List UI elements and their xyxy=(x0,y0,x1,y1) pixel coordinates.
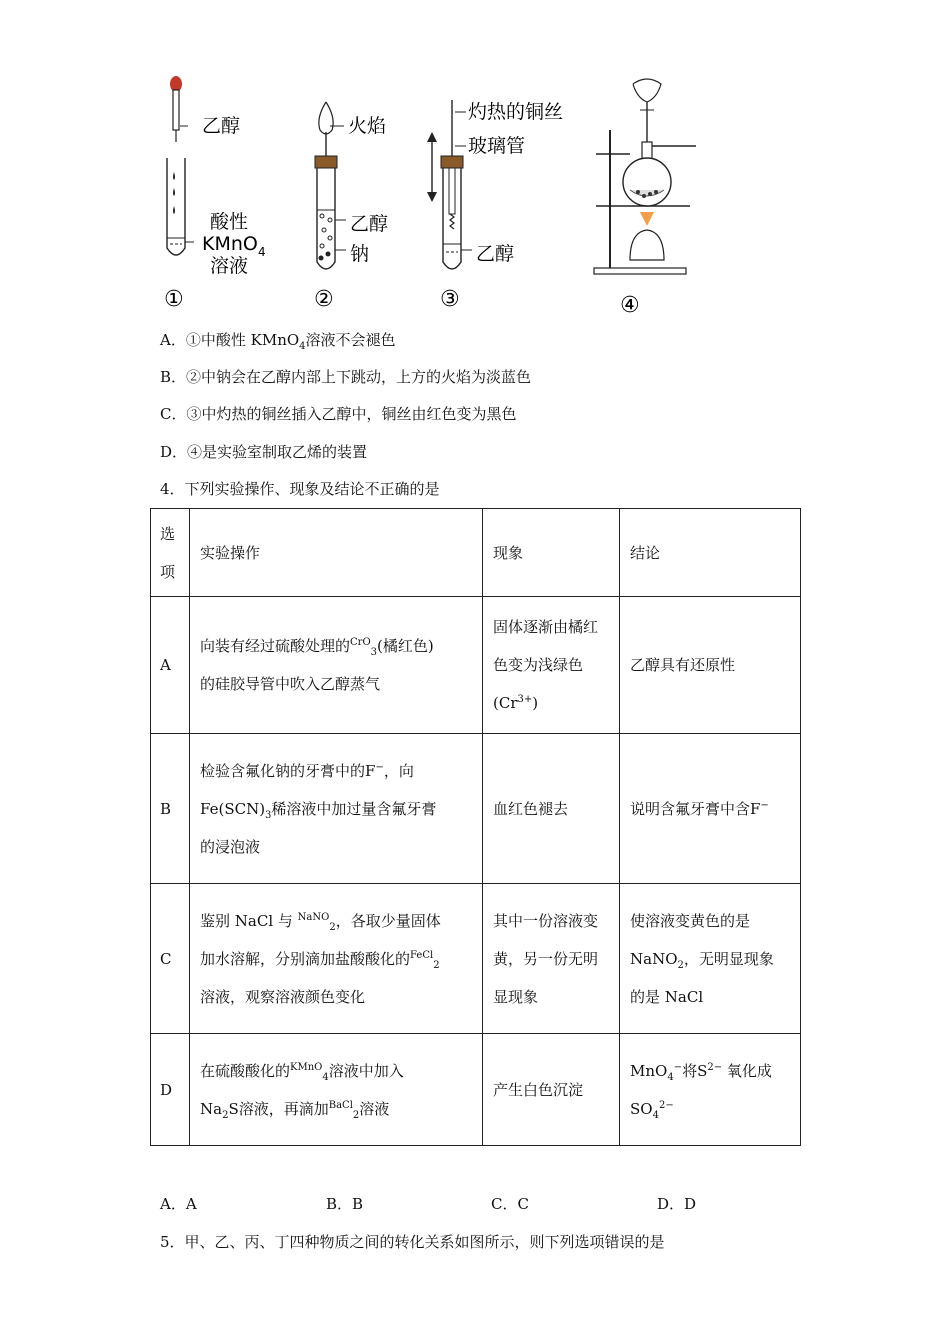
row-c-operation: 鉴别 NaCl 与 $^{NaNO}_2$，各取少量固体 加水溶解，分别滴加盐酸酸化的$^{FeCl}_2$ 溶液，观察溶液颜色变化 xyxy=(190,884,483,1034)
table-row-c xyxy=(151,884,801,1034)
option-text: 是实验室制取乙烯的装置 xyxy=(202,443,368,461)
option-subscript: 4 xyxy=(299,341,306,352)
q4-answer-c: C．C xyxy=(491,1195,529,1213)
stopper-2 xyxy=(315,156,337,168)
table-row-a xyxy=(151,597,801,734)
label-flame: 火焰 xyxy=(348,115,387,137)
option-circle: ③ xyxy=(186,405,202,423)
figure-number-1: ① xyxy=(164,287,184,312)
q4-answer-d: D．D xyxy=(657,1195,697,1213)
apparatus-4 xyxy=(594,79,696,318)
header-conclusion: 结论 xyxy=(620,509,801,597)
option-text: 中灼热的铜丝插入乙醇中，铜丝由红色变为黑色 xyxy=(201,405,517,423)
option-prefix: A． xyxy=(160,331,186,349)
q5-stem: 5．甲、乙、丙、丁四种物质之间的转化关系如图所示，则下列选项错误的是 xyxy=(160,1233,665,1251)
label-solution: 溶液 xyxy=(210,255,249,277)
row-label: C xyxy=(151,884,190,1034)
row-c-conclusion: 使溶液变黄色的是 NaNO$_2$，无明显现象 的是 NaCl xyxy=(620,884,801,1034)
apparatus-3 xyxy=(427,100,563,312)
stand-base xyxy=(594,268,686,274)
header-phenomenon: 现象 xyxy=(483,509,620,597)
glass-tube xyxy=(449,168,455,214)
option-circle: ② xyxy=(186,368,202,386)
label-hot-copper: 灼热的铜丝 xyxy=(468,101,564,123)
apparatus-1 xyxy=(164,76,266,312)
row-d-operation: 在硫酸酸化的$^{KMnO}_4$溶液中加入 $Na_2S$溶液，再滴加$^{BaCl}_2$溶液 xyxy=(190,1034,483,1146)
table-header-row xyxy=(151,509,801,597)
label-kmno4: KMnO xyxy=(202,233,258,255)
table-row-b xyxy=(151,734,801,884)
q3-option-c xyxy=(160,404,517,424)
label-ethanol-3: 乙醇 xyxy=(476,243,515,265)
label-ethanol-dropper: 乙醇 xyxy=(202,115,241,137)
q4-stem: 4．下列实验操作、现象及结论不正确的是 xyxy=(160,480,440,498)
apparatus-figure xyxy=(150,70,710,320)
row-d-conclusion: MnO$_4$−将$S^{2-}$ 氧化成 $SO_4^{2-}$ xyxy=(620,1034,801,1146)
q3-option-a xyxy=(160,330,396,350)
flame-shape xyxy=(319,102,333,134)
option-text: 中钠会在乙醇内部上下跳动，上方的火焰为淡蓝色 xyxy=(201,368,532,386)
row-a-conclusion: 乙醇具有还原性 xyxy=(620,597,801,734)
option-prefix: B． xyxy=(160,368,187,386)
q3-option-d xyxy=(160,442,367,462)
option-prefix: D． xyxy=(160,443,188,461)
row-c-phenomenon: 其中一份溶液变 黄，另一份无明 显现象 xyxy=(483,884,620,1034)
row-b-conclusion: 说明含氟牙膏中含F− xyxy=(620,734,801,884)
option-circle: ④ xyxy=(187,443,203,461)
header-operation: 实验操作 xyxy=(190,509,483,597)
option-prefix: C． xyxy=(160,405,187,423)
row-label: A xyxy=(151,597,190,734)
dropper-tube xyxy=(173,90,179,130)
stopper-3 xyxy=(441,156,463,168)
option-circle: ① xyxy=(185,331,201,349)
row-label: D xyxy=(151,1034,190,1146)
row-a-operation: 向装有经过硫酸处理的$^{CrO}_3$(橘红色) 的硅胶导管中吹入乙醇蒸气 xyxy=(190,597,483,734)
row-a-phenomenon: 固体逐渐由橘红 色变为浅绿色 $(Cr^{3+})$ xyxy=(483,597,620,734)
burner-flame xyxy=(640,212,654,226)
row-label: B xyxy=(151,734,190,884)
label-kmno4-sub: 4 xyxy=(258,245,266,259)
figure-number-2: ② xyxy=(314,287,334,312)
option-text: 中酸性 KMnO xyxy=(200,331,300,349)
alcohol-lamp xyxy=(630,230,664,260)
figure-number-4: ④ xyxy=(620,293,640,318)
q4-answer-a: A．A xyxy=(160,1195,197,1213)
option-text-post: 溶液不会褪色 xyxy=(305,331,396,349)
apparatus-diagram xyxy=(150,70,710,320)
row-b-phenomenon: 血红色褪去 xyxy=(483,734,620,884)
row-b-operation: 检验含氟化钠的牙膏中的F−，向 $Fe(SCN)_3$稀溶液中加过量含氟牙膏 的浸泡液 xyxy=(190,734,483,884)
header-option: 选 项 xyxy=(151,509,190,597)
label-ethanol-2: 乙醇 xyxy=(350,213,389,235)
q4-answer-b: B．B xyxy=(326,1195,364,1213)
figure-number-3: ③ xyxy=(440,287,460,312)
label-sodium: 钠 xyxy=(350,243,370,265)
label-acidic: 酸性 xyxy=(210,211,249,233)
label-glass-tube: 玻璃管 xyxy=(468,135,526,157)
row-d-phenomenon: 产生白色沉淀 xyxy=(483,1034,620,1146)
q4-table xyxy=(150,508,801,1146)
test-tube-1 xyxy=(167,158,185,255)
flask xyxy=(623,158,671,206)
separatory-funnel xyxy=(633,79,661,102)
apparatus-2 xyxy=(314,102,388,312)
q3-option-b xyxy=(160,367,531,387)
table-row-d xyxy=(151,1034,801,1146)
